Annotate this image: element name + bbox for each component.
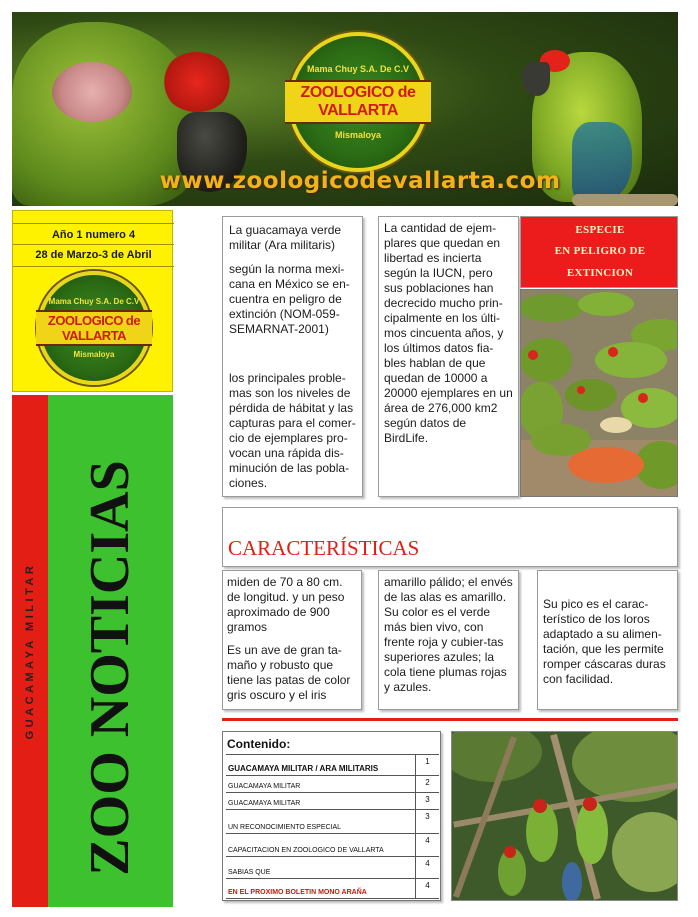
toc-page: 4 — [415, 834, 439, 856]
section-title: CARACTERÍSTICAS — [228, 536, 420, 560]
masthead-title: ZOO NOTICIAS — [79, 460, 141, 876]
toc-label: GUACAMAYA MILITAR — [228, 800, 301, 807]
zoo-logo[interactable] — [288, 32, 428, 172]
parrot-beak-right — [522, 62, 550, 96]
logo-location: Mismaloya — [73, 350, 115, 359]
toc-row[interactable] — [226, 793, 439, 810]
toc-page: 1 — [415, 755, 439, 775]
article-column-2 — [378, 216, 519, 497]
logo-name: ZOOLOGICO de VALLARTA — [36, 310, 153, 346]
toc-label: EN EL PROXIMO BOLETIN MONO ARAÑA — [228, 889, 367, 896]
issue-dates: 28 de Marzo-3 de Abril — [35, 249, 152, 261]
paragraph: La cantidad de ejem-plares que quedan en libertad es incierta según la IUCN, pero sus poblaciones han decrecido mucho prin-cipalmente en los últi-mos cincuenta años, y los últimos datos fia-bles hablan de que quedan de 10000 a 20000 ejemplares en un área de 276,000 km2 según datos de BirdLife. — [384, 221, 513, 445]
divider — [13, 244, 174, 245]
toc-title: Contenido: — [227, 737, 291, 751]
paragraph: Su pico es el carac-terístico de los loros adaptado a su alimen-tación, que les permite romper cáscaras duras con facilidad. — [543, 597, 666, 686]
toc-page: 4 — [415, 879, 439, 898]
callout-line: ESPECIE — [575, 224, 625, 236]
issue-info-box — [12, 210, 173, 392]
toc-label: CAPACITACION EN ZOOLOGICO DE VALLARTA — [228, 847, 384, 854]
zoo-logo-small — [37, 271, 151, 385]
toc-label: GUACAMAYA MILITAR / ARA MILITARIS — [228, 764, 379, 773]
toc-row[interactable] — [226, 754, 439, 776]
toc-page: 3 — [415, 793, 439, 809]
aviary-parrots-photo — [451, 731, 678, 901]
endangered-callout — [520, 216, 678, 288]
toc-row[interactable] — [226, 879, 439, 899]
callout-line: EXTINCION — [566, 267, 634, 279]
website-link[interactable]: www.zoologicodevallarta.com — [159, 168, 561, 194]
characteristics-column-1 — [222, 570, 362, 710]
toc-label: GUACAMAYA MILITAR — [228, 783, 301, 790]
divider — [13, 266, 174, 267]
perch — [572, 194, 678, 206]
callout-line: EN PELIGRO DE — [554, 245, 646, 257]
toc-label: SABIAS QUE — [228, 869, 271, 876]
paragraph: La guacamaya verde militar (Ara militaris) — [229, 223, 342, 252]
toc-row[interactable] — [226, 810, 439, 834]
paragraph: amarillo pálido; el envés de las alas es amarillo. Su color es el verde más bien vivo, con frente roja y cubier-tas superiores azules; la cola tiene plumas rojas y azules. — [384, 575, 513, 694]
divider — [13, 223, 174, 224]
parrot-crest — [162, 52, 232, 112]
sidebar-subject-label: GUACAMAYA MILITAR — [24, 562, 36, 740]
paragraph: Es un ave de gran ta-maño y robusto que tiene las patas de color gris oscuro y el iris — [227, 643, 351, 702]
toc-row[interactable] — [226, 834, 439, 857]
logo-name: ZOOLOGICO de VALLARTA — [285, 80, 430, 124]
section-divider — [222, 718, 678, 721]
paragraph: los principales proble-mas son los niveles de pérdida de hábitat y las capturas para el comer-cio de ejemplares pro-vocan una rápida dis-minución de las pobla-ciones. — [229, 371, 356, 490]
toc-label: UN RECONOCIMIENTO ESPECIAL — [228, 824, 342, 831]
parrot-face — [52, 62, 132, 122]
paragraph: según la norma mexi-cana en México se en-cuentra en peligro de extinción (NOM-059-SEMARNAT-2001) — [229, 262, 350, 336]
toc-row[interactable] — [226, 857, 439, 879]
logo-location: Mismaloya — [334, 130, 382, 140]
logo-company: Mama Chuy S.A. De C.V — [48, 297, 140, 306]
toc-row[interactable] — [226, 776, 439, 793]
characteristics-column-3 — [537, 570, 678, 710]
parrots-feeding-photo — [520, 289, 678, 497]
issue-number: Año 1 numero 4 — [51, 229, 136, 241]
characteristics-column-2 — [378, 570, 519, 710]
table-of-contents — [222, 731, 441, 901]
toc-page: 2 — [415, 776, 439, 792]
logo-company: Mama Chuy S.A. De C.V — [306, 64, 410, 74]
article-column-1 — [222, 216, 363, 497]
toc-page: 3 — [415, 810, 439, 833]
paragraph: miden de 70 a 80 cm. de longitud. y un peso aproximado de 900 gramos — [227, 575, 345, 634]
toc-page: 4 — [415, 857, 439, 878]
